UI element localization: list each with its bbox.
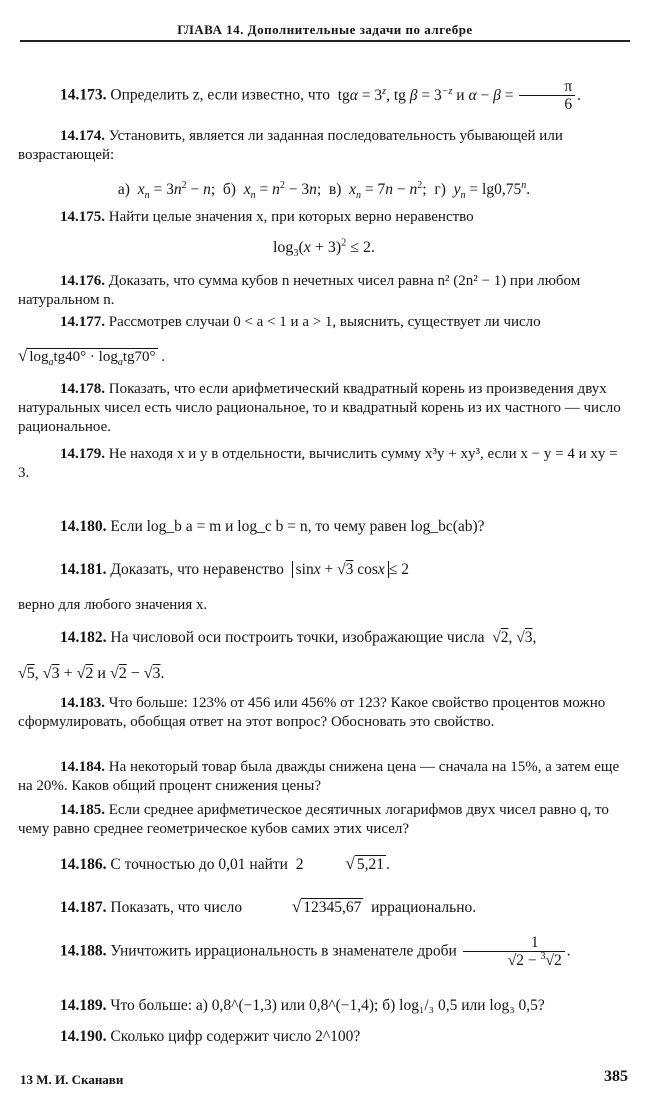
problem-14-180 xyxy=(18,517,630,536)
problem-14-187: 14.187. Показать, что число √ 12345,67 иррационально. xyxy=(60,897,477,916)
problem-text: Определить z, если известно, что xyxy=(110,86,330,104)
problem-number: 14.179. xyxy=(60,446,105,462)
problem-14-181 xyxy=(18,560,630,579)
page-number: 385 xyxy=(604,1068,628,1085)
problem-14-190 xyxy=(18,1027,630,1046)
problem-14-175-formula: $\log_3(x + 3)^2 \le 2$. xyxy=(272,237,376,260)
problem-number: 14.189. xyxy=(60,997,107,1014)
problem-number: 14.185. xyxy=(60,802,105,818)
problem-text: Найти целые значения x, при которых верно неравенство xyxy=(108,209,474,225)
problem-number: 14.186. xyxy=(60,856,107,873)
problem-text: Доказать, что сумма кубов n нечетных чисел равна n² (2n² − 1) при любом натуральном n. xyxy=(18,273,581,308)
problem-text: Если log_b a = m и log_c b = n, то чему равен log_bc(ab)? xyxy=(110,518,485,535)
problem-formula: sinx + √3 cosx ≤ 2 xyxy=(288,561,413,578)
problem-number: 14.184. xyxy=(60,759,105,775)
header-rule xyxy=(20,40,630,42)
problem-text: На некоторый товар была дважды снижена цена — сначала на 15%, а затем еще на 20%. Каков общий процент снижения цены? xyxy=(18,759,620,794)
problem-text: Рассмотрев случаи 0 < a < 1 и a > 1, выяснить, существует ли число xyxy=(108,314,541,330)
problem-number: 14.182. xyxy=(60,629,107,646)
running-header: ГЛАВА 14. Дополнительные задачи по алгебре xyxy=(177,22,473,37)
problem-text: Если среднее арифметическое десятичных логарифмов двух чисел равно q, то чему равно среднее геометрическое кубов самих этих чисел? xyxy=(18,802,609,837)
problem-14-173 xyxy=(18,78,630,114)
problem-text: Уничтожить иррациональность в знаменателе дроби xyxy=(110,942,457,960)
problem-number: 14.180. xyxy=(60,518,107,535)
problem-14-174 xyxy=(18,127,630,165)
problem-number: 14.174. xyxy=(60,128,105,144)
problem-number: 14.177. xyxy=(60,314,105,330)
problem-14-177 xyxy=(18,313,630,332)
problem-text: Показать, что число xyxy=(110,899,243,916)
problem-text: Показать, что если арифметический квадратный корень из произведения двух натуральных чисел есть число рациональное, то и квадратный корень из их частного — число рациональное. xyxy=(18,381,621,435)
problem-text: Сколько цифр содержит число 2^100? xyxy=(110,1028,361,1045)
problem-number: 14.188. xyxy=(60,942,107,960)
problem-14-176 xyxy=(18,272,630,310)
problem-number: 14.181. xyxy=(60,561,107,578)
problem-14-189 xyxy=(18,996,630,1015)
problem-14-175 xyxy=(18,208,630,227)
problem-number: 14.176. xyxy=(60,273,105,289)
problem-14-174-formula: а) $x_n = 3n^2 - n$; б) $x_n = n^2 - 3n$; в) $x_n = 7n - n^2$; г) $y_n = \lg 0,75^n$. xyxy=(117,179,531,202)
problem-formula: $tg\alpha = 3^z$, tg $\beta = 3^{-z}$ и α − β = $\frac{\pi}{6}$ . xyxy=(333,78,582,113)
problem-text: Что больше: а) 0,8^(−1,3) или 0,8^(−1,4); б) log₁/₃ 0,5 или log₃ 0,5? xyxy=(110,997,545,1014)
problem-14-188: 14.188. Уничтожить иррациональность в знаменателе дроби $\frac{1}{√2 - ^3√2}$ . xyxy=(60,934,571,969)
problem-14-177-formula: √ $\log_atg40^\circ \cdot \log_atg70^\circ$ . xyxy=(18,346,166,368)
problem-number: 14.183. xyxy=(60,695,105,711)
problem-14-182-formula: √5, √3 + √2 и √2 − √3. xyxy=(18,665,165,682)
problem-number: 14.187. xyxy=(60,899,107,916)
problem-number: 14.173. xyxy=(60,86,107,104)
problem-14-182: 14.182. На числовой оси построить точки, изображающие числа √2, √3, xyxy=(60,629,537,646)
problem-number: 14.175. xyxy=(60,209,105,225)
problem-14-181-tail: верно для любого значения x. xyxy=(18,597,208,613)
problem-text: С точностью до 0,01 найти xyxy=(110,856,288,873)
problem-14-183 xyxy=(18,694,630,732)
problem-text: На числовой оси построить точки, изображающие числа xyxy=(110,629,485,646)
problem-text: Установить, является ли заданная последовательность убывающей или возрастающей: xyxy=(18,128,563,163)
problem-14-178 xyxy=(18,380,630,437)
problem-number: 14.190. xyxy=(60,1028,107,1045)
problem-14-185 xyxy=(18,801,630,839)
problem-number: 14.178. xyxy=(60,381,105,397)
footer-signature: 13 М. И. Сканави xyxy=(20,1072,124,1087)
problem-tail: иррационально. xyxy=(371,899,477,916)
problem-text: Доказать, что неравенство xyxy=(110,561,284,578)
problem-text: Не находя x и y в отдельности, вычислить сумму x³y + xy³, если x − y = 4 и xy = 3. xyxy=(18,446,618,481)
problem-14-184 xyxy=(18,758,630,796)
problem-14-186: 14.186. С точностью до 0,01 найти 2 √ 5,21 . xyxy=(60,854,390,873)
problem-14-179 xyxy=(18,445,630,483)
problem-text: Что больше: 123% от 456 или 456% от 123? Какое свойство процентов можно сформулировать, обобщая ответ на этот вопрос? Обосновать это свойство. xyxy=(18,695,606,730)
